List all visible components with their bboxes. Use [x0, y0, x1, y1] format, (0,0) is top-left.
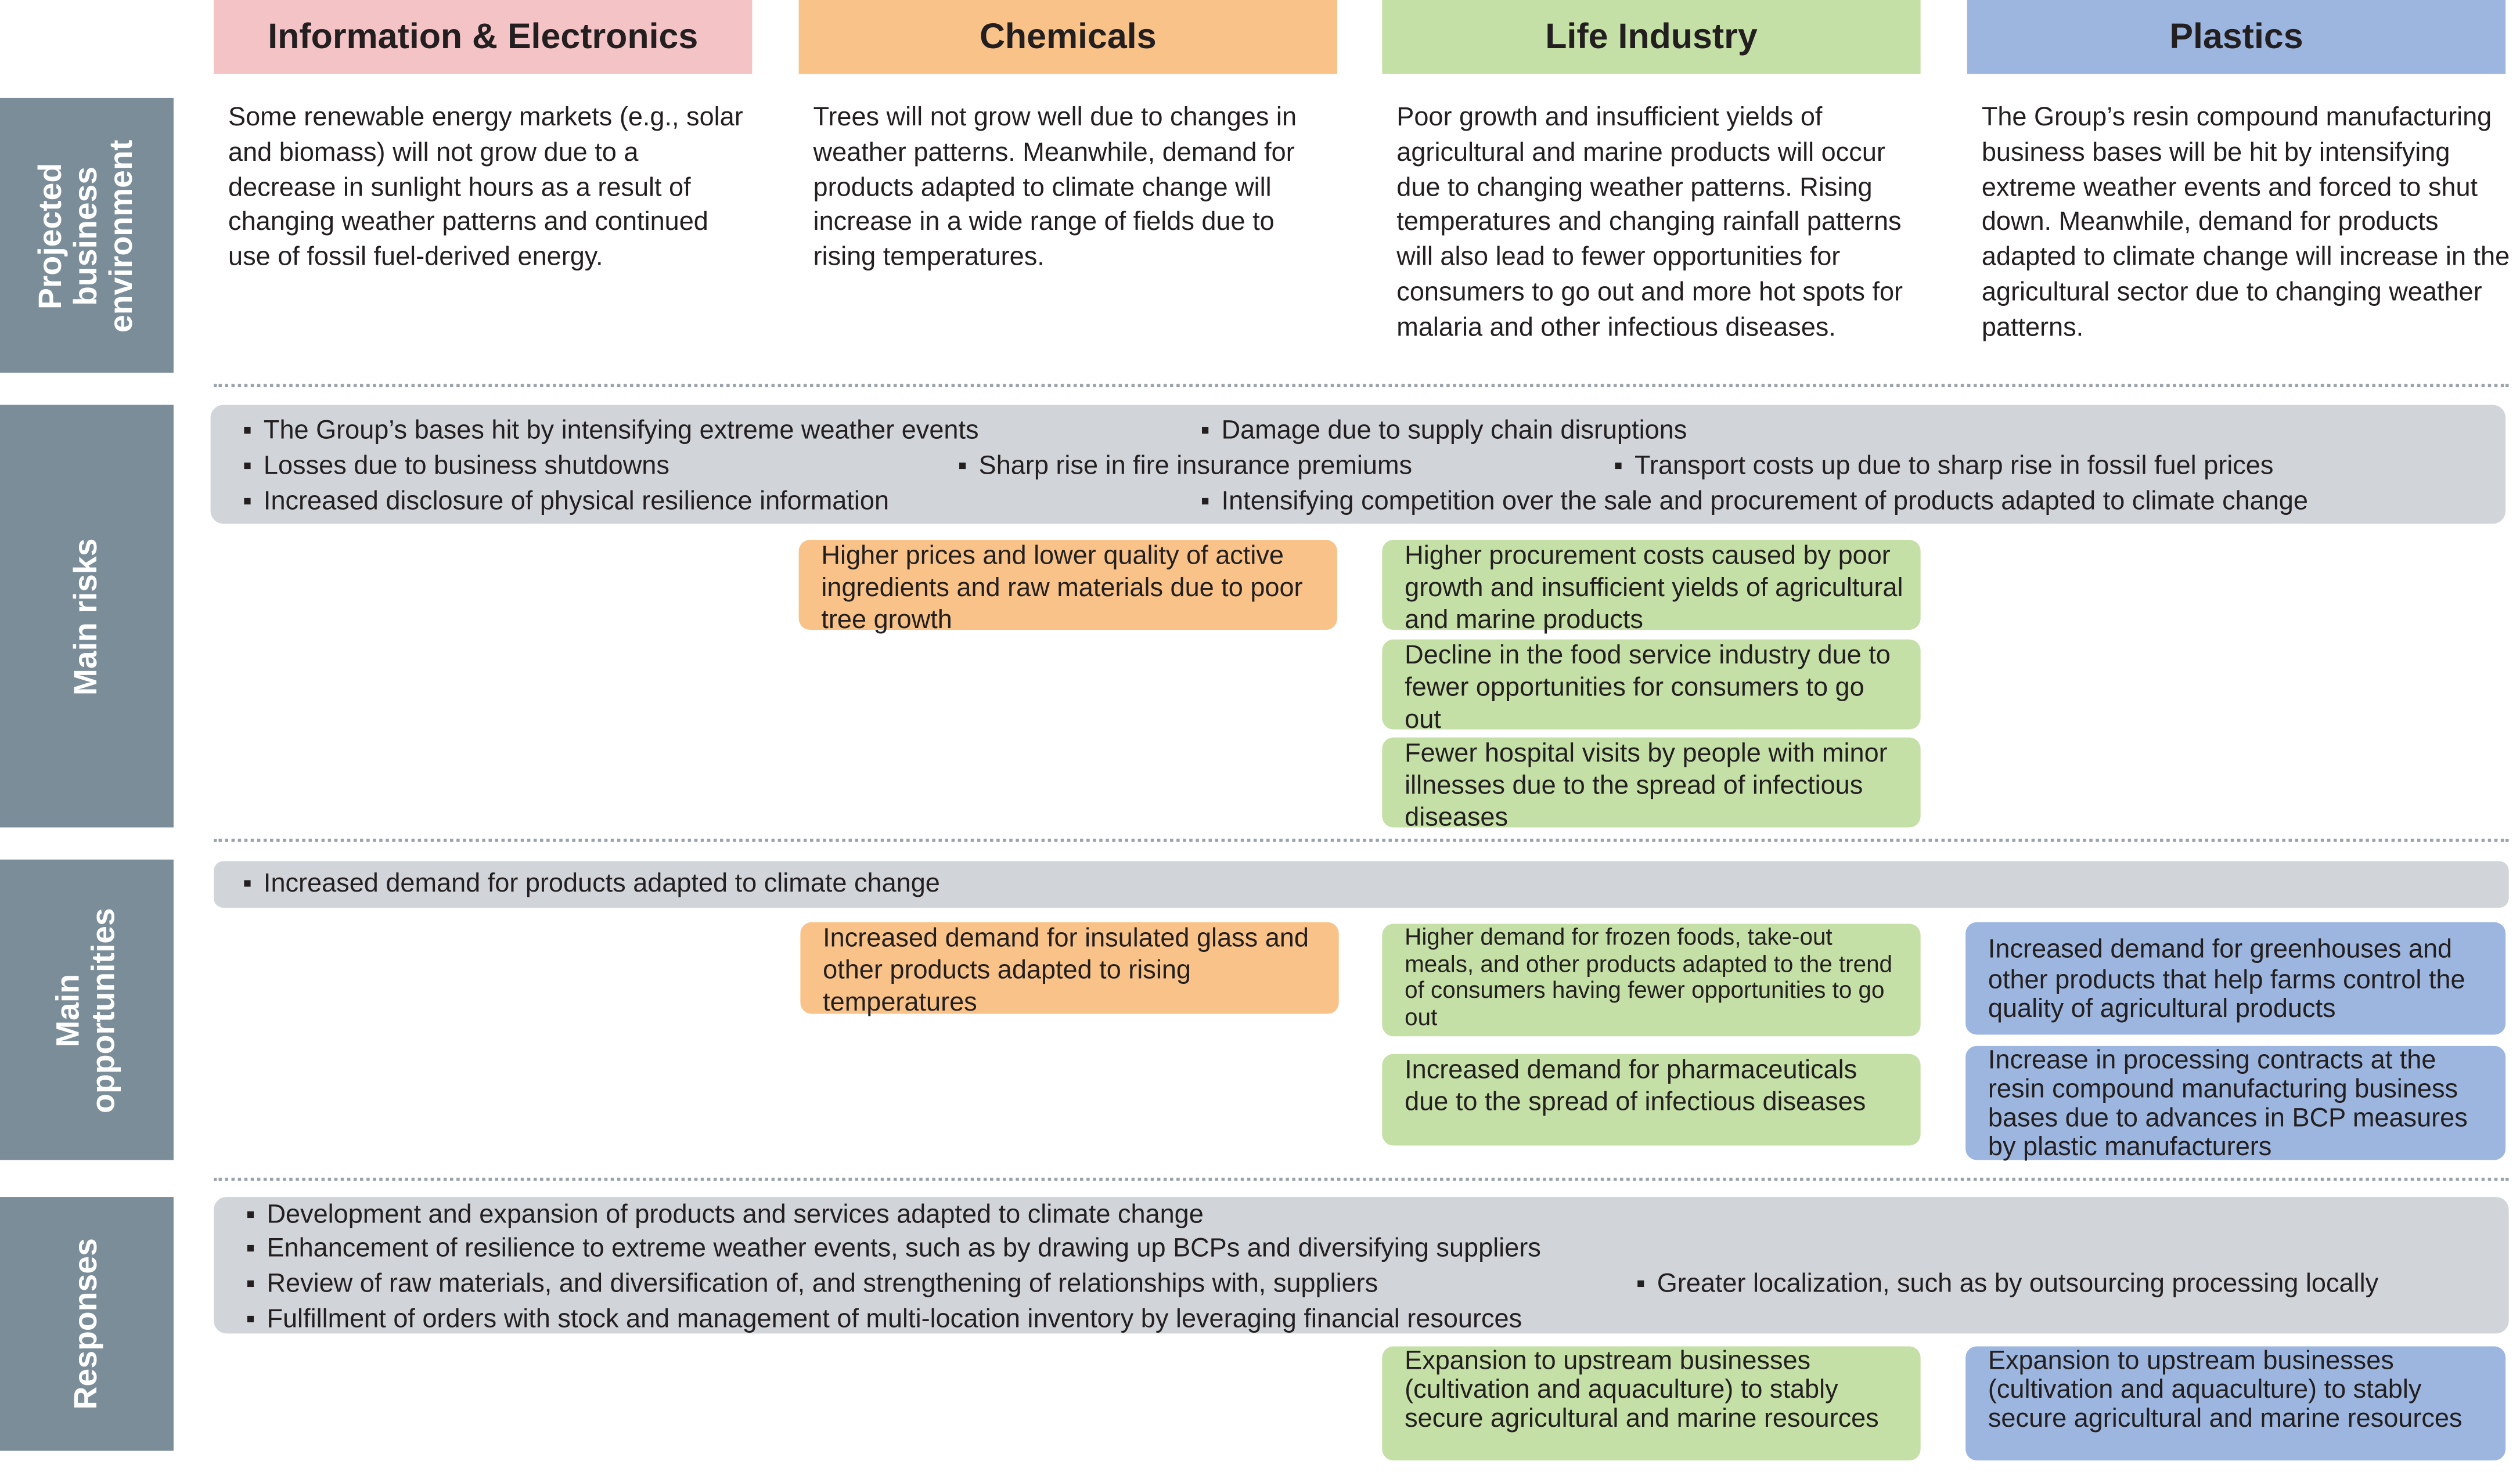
column-header-life-industry: Life Industry [1382, 0, 1920, 74]
opportunities-common-band [214, 861, 2509, 908]
response-item: ▪ Enhancement of resilience to extreme weather events, such as by drawing up BCPs and diversifying suppliers [246, 1232, 1540, 1264]
risks-common-band [211, 405, 2506, 524]
risk-item: ▪ Losses due to business shutdowns [243, 450, 669, 482]
opportunity-box-plastics: Increased demand for greenhouses and other products that help farms control the quality of agricultural products [1965, 922, 2505, 1035]
risk-box-life: Fewer hospital visits by people with minor illnesses due to the spread of infectious diseases [1382, 737, 1920, 827]
risk-item: ▪ Intensifying competition over the sale and procurement of products adapted to climate change [1201, 485, 2308, 517]
opportunity-box-chemicals: Increased demand for insulated glass and other products adapted to rising temperatures [800, 922, 1338, 1014]
row-label-environment [0, 98, 174, 373]
row-label-responses [0, 1197, 174, 1451]
opportunity-item: ▪ Increased demand for products adapted to climate change [243, 868, 940, 900]
opportunity-box-life: Increased demand for pharmaceuticals due to the spread of infectious diseases [1382, 1054, 1920, 1146]
row-label-risks-text: Main risks [69, 538, 105, 695]
risk-box-chemicals: Higher prices and lower quality of active ingredients and raw materials due to poor tree growth [799, 540, 1337, 630]
response-box-life: Expansion to upstream businesses (cultivation and aquaculture) to stably secure agricultural and marine resources [1382, 1347, 1920, 1461]
env-text-life: Poor growth and insufficient yields of agricultural and marine products will occur due to changing weather patterns. Rising temperatures and changing rainfall patterns will also lead to fewer opportunities for consumers to go out and more hot spots for malaria and other infectious diseases. [1396, 103, 1903, 342]
response-item: ▪ Fulfillment of orders with stock and management of multi-location inventory by leveraging financial resources [246, 1303, 1522, 1335]
risk-item: ▪ Increased disclosure of physical resilience information [243, 485, 889, 517]
env-text-chemicals: Trees will not grow well due to changes in weather patterns. Meanwhile, demand for products adapted to climate change will increase in a wide range of fields due to rising temperatures. [813, 103, 1297, 272]
risk-box-life: Higher procurement costs caused by poor growth and insufficient yields of agricultural and marine products [1382, 540, 1920, 630]
column-header-chemicals: Chemicals [799, 0, 1337, 74]
responses-common-band [214, 1197, 2509, 1333]
risk-item: ▪ The Group’s bases hit by intensifying extreme weather events [243, 414, 979, 446]
response-item: ▪ Greater localization, such as by outsourcing processing locally [1636, 1268, 2378, 1300]
risk-item: ▪ Sharp rise in fire insurance premiums [958, 450, 1412, 482]
env-text-info: Some renewable energy markets (e.g., solar and biomass) will not grow due to a decrease in sunlight hours as a result of changing weather patterns and continued use of fossil fuel-derived energy. [228, 103, 743, 272]
env-text-plastics: The Group’s resin compound manufacturing business bases will be hit by intensifying extreme weather events and forced to shut down. Meanwhile, demand for products adapted to climate change will increase in the agricultural sector due to changing weather patterns. [1981, 103, 2510, 342]
row-label-opportunities [0, 860, 174, 1160]
column-header-info-electronics: Information & Electronics [214, 0, 752, 74]
response-item: ▪ Development and expansion of products and services adapted to climate change [246, 1199, 1203, 1231]
response-box-plastics: Expansion to upstream businesses (cultivation and aquaculture) to stably secure agricultural and marine resources [1965, 1347, 2505, 1461]
row-label-responses-text: Responses [69, 1238, 105, 1410]
response-item: ▪ Review of raw materials, and diversification of, and strengthening of relationships with, suppliers [246, 1268, 1378, 1300]
separator-2 [214, 839, 2509, 842]
risk-box-life: Decline in the food service industry due to fewer opportunities for consumers to go out [1382, 640, 1920, 730]
row-label-risks [0, 405, 174, 828]
separator-1 [214, 384, 2509, 388]
opportunity-box-plastics: Increase in processing contracts at the resin compound manufacturing business bases due to advances in BCP measures by plastic manufacturers [1965, 1046, 2505, 1160]
risk-item: ▪ Transport costs up due to sharp rise in fossil fuel prices [1614, 450, 2273, 482]
row-label-opportunities-text: Main opportunities [51, 907, 123, 1113]
risk-item: ▪ Damage due to supply chain disruptions [1201, 414, 1687, 446]
opportunity-box-life: Higher demand for frozen foods, take-out meals, and other products adapted to the trend of consumers having fewer opportunities to go out [1382, 924, 1920, 1037]
row-label-environment-text: Projected business environment [34, 139, 140, 332]
column-header-plastics: Plastics [1967, 0, 2505, 74]
separator-3 [214, 1178, 2509, 1181]
